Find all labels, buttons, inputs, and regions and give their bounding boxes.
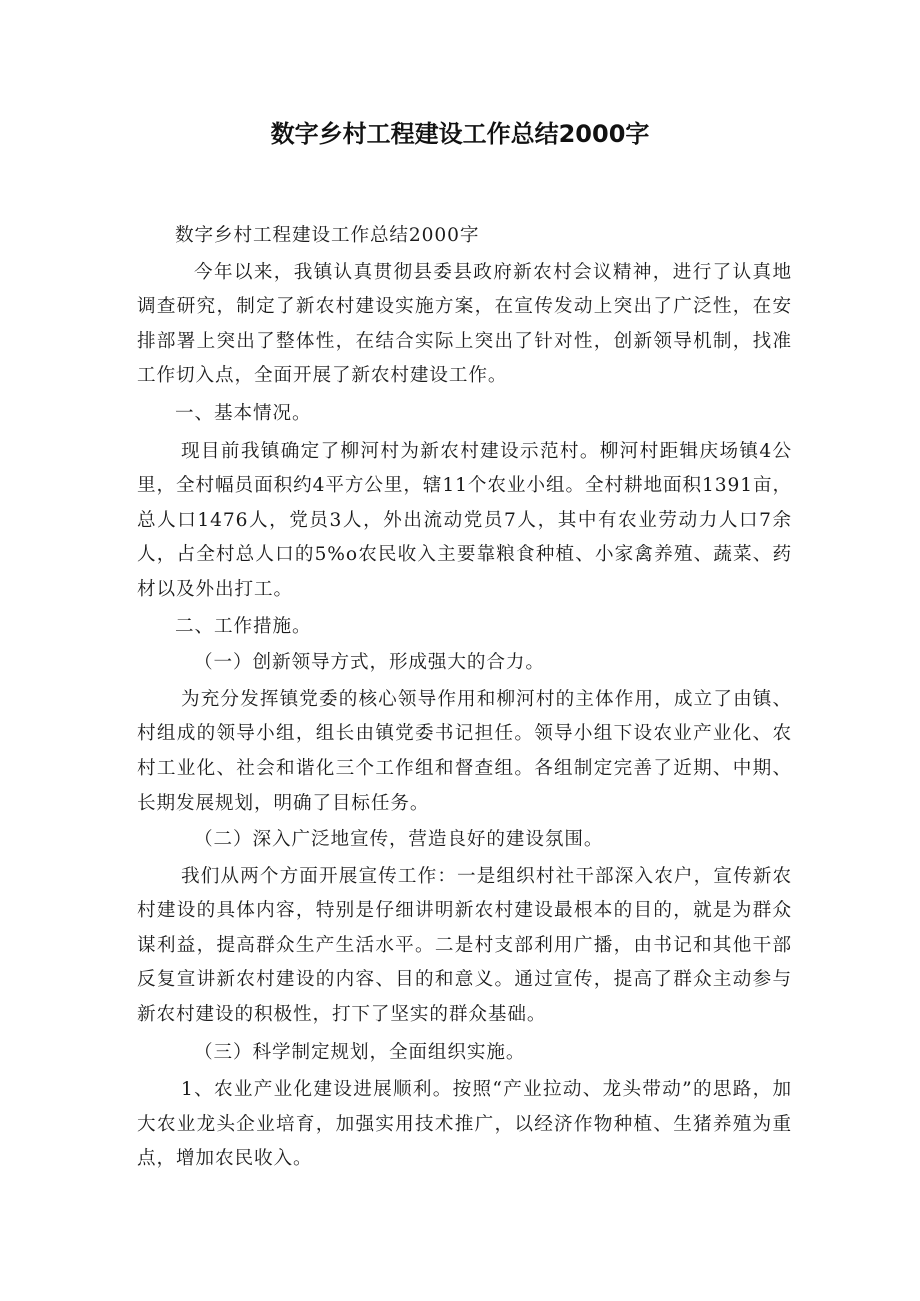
subheading-leadership: （一）创新领导方式，形成强大的合力。 [194, 652, 545, 674]
subheading-planning: （三）科学制定规划，全面组织实施。 [194, 1041, 526, 1063]
paragraph-leadership: 为充分发挥镇党委的核心领导作用和柳河村的主体作用，成立了由镇、村组成的领导小组，组长由镇党委书记担任。领导小组下设农业产业化、农村工业化、社会和谐化三个工作组和督查组。各组制定完善了近期、中期、长期发展规划，明确了目标任务。 [137, 688, 792, 814]
subheading-publicity: （二）深入广泛地宣传，营造良好的建设氛围。 [194, 829, 604, 851]
paragraph-intro: 今年以来，我镇认真贯彻县委县政府新农村会议精神，进行了认真地调查研究，制定了新农村建设实施方案，在宣传发动上突出了广泛性，在安排部署上突出了整体性，在结合实际上突出了针对性，创新领导机制，找准工作切入点，全面开展了新农村建设工作。 [137, 261, 792, 387]
paragraph-basic-situation: 现目前我镇确定了柳河村为新农村建设示范村。柳河村距辑庆场镇4公里，全村幅员面积约4平方公里，辖11个农业小组。全村耕地面积1391亩，总人口1476人，党员3人，外出流动党员7人，其中有农业劳动力人口7余人，占全村总人口的5%o农民收入主要靠粮食种植、小家禽养殖、蔬菜、药材以及外出打工。 [137, 440, 792, 600]
document-body [137, 219, 792, 1177]
section-heading-measures: 二、工作措施。 [175, 615, 312, 637]
paragraph-publicity: 我们从两个方面开展宣传工作：一是组织村社干部深入农户，宣传新农村建设的具体内容，特别是仔细讲明新农村建设最根本的目的，就是为群众谋利益，提高群众生产生活水平。二是村支部利用广播，由书记和其他干部反复宣讲新农村建设的内容、目的和意义。通过宣传，提高了群众主动参与新农村建设的积极性，打下了坚实的群众基础。 [137, 865, 792, 1026]
paragraph-agriculture: 1、农业产业化建设进展顺利。按照“产业拉动、龙头带动”的思路，加大农业龙头企业培育，加强实用技术推广，以经济作物种植、生猪养殖为重点，增加农民收入。 [137, 1079, 792, 1170]
body-subtitle: 数字乡村工程建设工作总结2000字 [175, 225, 480, 246]
section-heading-basic: 一、基本情况。 [175, 402, 312, 424]
document-title: 数字乡村工程建设工作总结2000字 [270, 120, 650, 148]
